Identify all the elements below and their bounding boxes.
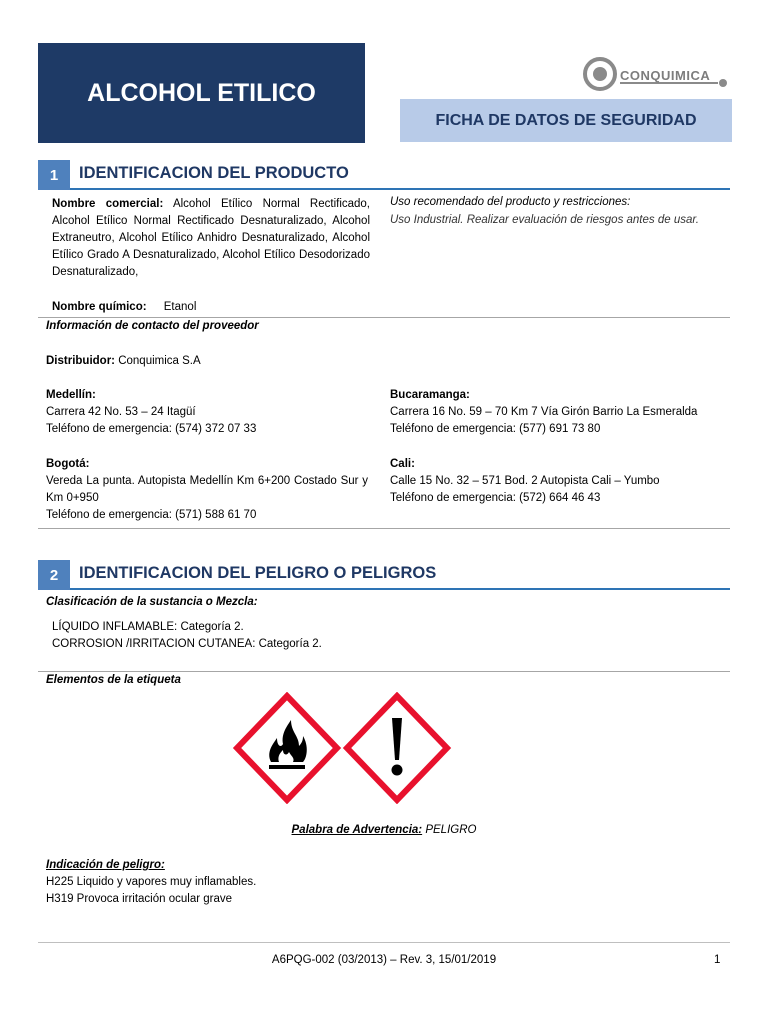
office-address: Carrera 42 No. 53 – 24 Itagüí	[46, 406, 196, 418]
section-1-rule	[70, 188, 730, 190]
chemical-name-label: Nombre químico:	[52, 301, 147, 313]
recommended-use-value: Uso Industrial. Realizar evaluación de riesgos antes de usar.	[390, 214, 699, 226]
doc-type-label: FICHA DE DATOS DE SEGURIDAD	[435, 111, 697, 129]
divider	[38, 528, 730, 529]
contact-heading: Información de contacto del proveedor	[46, 320, 259, 332]
section-1-header	[38, 160, 730, 190]
doc-type-box	[400, 99, 732, 142]
office-address: Carrera 16 No. 59 – 70 Km 7 Vía Girón Barrio La Esmeralda	[390, 406, 698, 418]
section-2-rule	[70, 588, 730, 590]
product-title: ALCOHOL ETILICO	[87, 78, 316, 107]
office-phone: Teléfono de emergencia: (574) 372 07 33	[46, 423, 257, 435]
section-2-title: IDENTIFICACION DEL PELIGRO O PELIGROS	[79, 564, 437, 582]
hazard-statement: H319 Provoca irritación ocular grave	[46, 893, 233, 905]
conquimica-logo	[578, 56, 730, 96]
classification-heading: Clasificación de la sustancia o Mezcla:	[46, 596, 258, 608]
hazard-heading: Indicación de peligro:	[46, 859, 165, 871]
label-elements-heading: Elementos de la etiqueta	[46, 674, 181, 686]
exclamation-pictogram-icon	[347, 696, 447, 800]
hazard-statement: H225 Liquido y vapores muy inflamables.	[46, 876, 257, 888]
ghs-pictograms	[233, 692, 453, 804]
chemical-name-row	[52, 299, 370, 316]
section-1-title: IDENTIFICACION DEL PRODUCTO	[79, 164, 349, 182]
chemical-name-value: Etanol	[163, 301, 197, 313]
section-1-number: 1	[38, 160, 70, 190]
classification-item: CORROSION /IRRITACION CUTANEA: Categoría 2.	[52, 638, 322, 650]
office-medellin	[46, 387, 376, 438]
section-2-number: 2	[38, 560, 70, 590]
office-address: Calle 15 No. 32 – 571 Bod. 2 Autopista Cali – Yumbo	[390, 475, 660, 487]
flame-pictogram-icon	[237, 696, 337, 800]
footer-divider	[38, 942, 730, 943]
section-2-header	[38, 560, 730, 590]
footer-doc-code: A6PQG-002 (03/2013) – Rev. 3, 15/01/2019	[271, 954, 497, 966]
commercial-name-label: Nombre comercial:	[52, 198, 164, 210]
office-address: Vereda La punta. Autopista Medellín Km 6+200 Costado Sur y Km 0+950	[46, 475, 368, 504]
office-cali	[390, 456, 730, 507]
distributor-row	[46, 353, 201, 370]
signal-word-row	[0, 822, 768, 839]
signal-word-value: PELIGRO	[425, 824, 477, 836]
signal-word-label: Palabra de Advertencia:	[291, 824, 423, 836]
product-title-box	[38, 43, 365, 143]
office-city: Cali:	[390, 458, 415, 470]
office-phone: Teléfono de emergencia: (572) 664 46 43	[390, 492, 601, 504]
office-city: Medellín:	[46, 389, 96, 401]
office-bucaramanga	[390, 387, 730, 438]
commercial-name-value: Alcohol Etílico Normal Rectificado, Alcohol Etílico Normal Rectificado Desnaturalizado, Alcohol Extraneutro, Alcohol Etílico Anhidro Desnaturalizado, Alcohol Etílico Grado A Desnaturalizado, Alcohol Etílico Desodorizado Desnaturalizado,	[52, 198, 371, 278]
office-city: Bogotá:	[46, 458, 90, 470]
office-city: Bucaramanga:	[390, 389, 470, 401]
classification-item: LÍQUIDO INFLAMABLE: Categoría 2.	[52, 621, 244, 633]
commercial-name-block	[52, 196, 370, 281]
office-phone: Teléfono de emergencia: (577) 691 73 80	[390, 423, 601, 435]
office-bogota	[46, 456, 368, 524]
distributor-value: Conquimica S.A	[118, 355, 201, 367]
recommended-use-label: Uso recomendado del producto y restricciones:	[390, 196, 631, 208]
page-number: 1	[714, 954, 721, 966]
distributor-label: Distribuidor:	[46, 355, 115, 367]
logo-text: CONQUIMICA	[620, 68, 711, 83]
office-phone: Teléfono de emergencia: (571) 588 61 70	[46, 509, 257, 521]
